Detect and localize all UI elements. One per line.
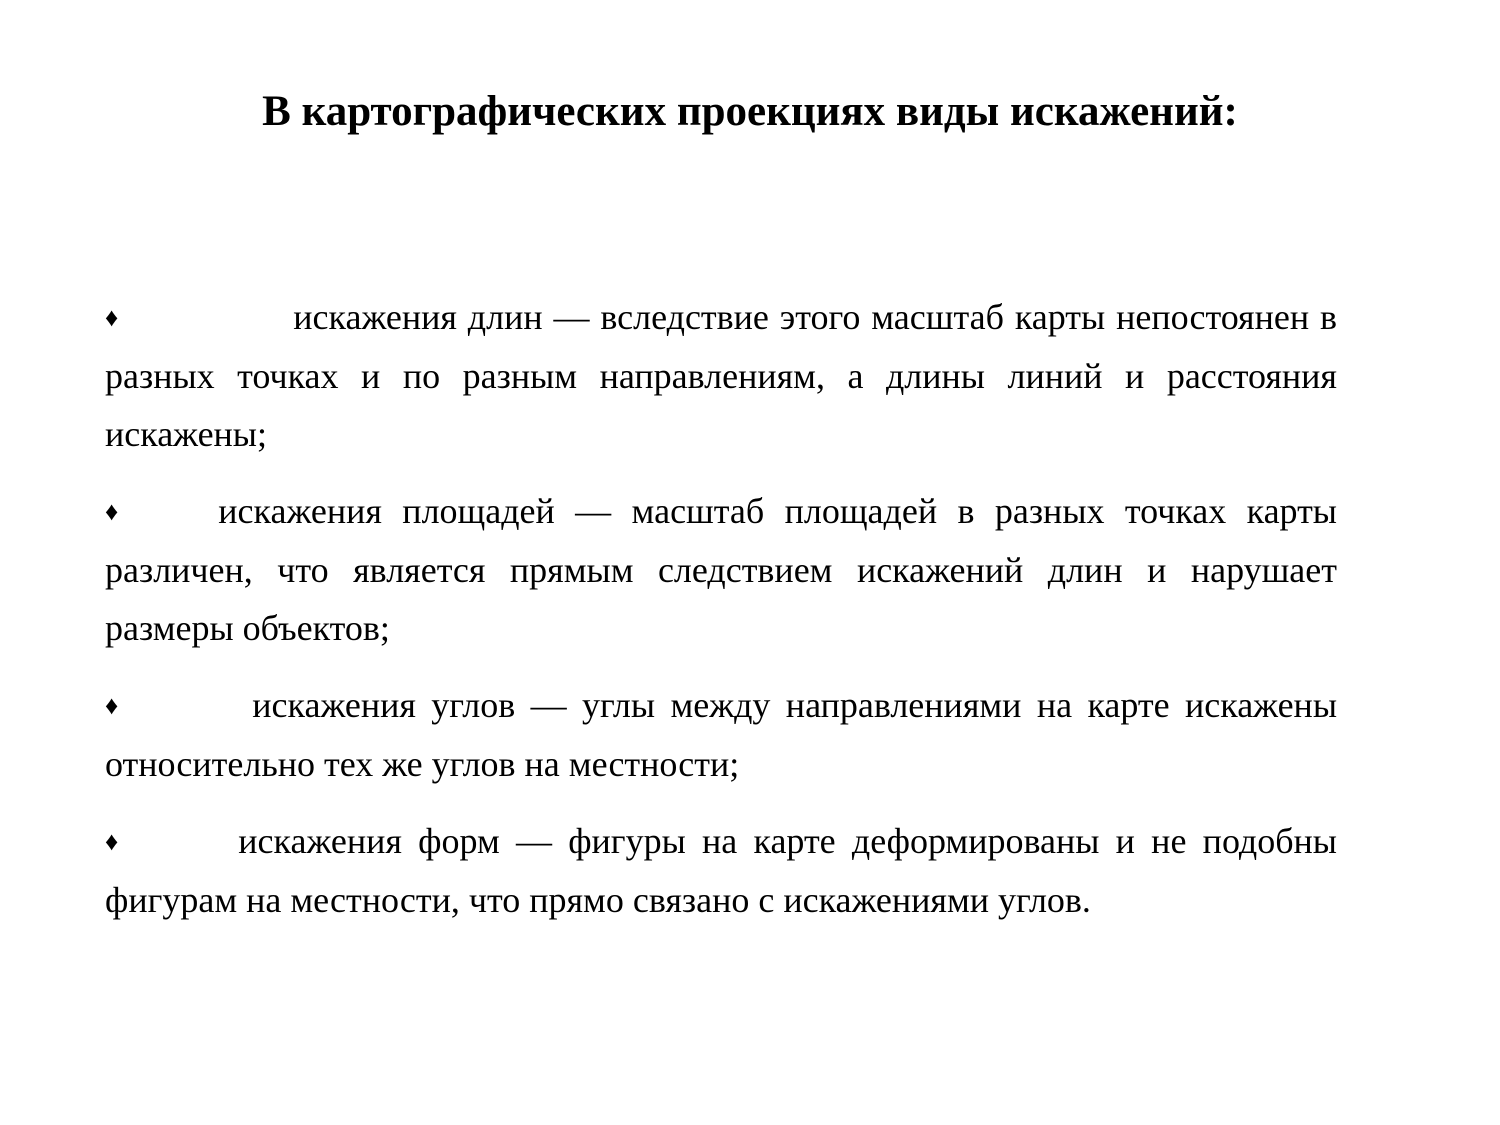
diamond-bullet-icon: ♦: [105, 691, 119, 720]
list-item-shape-distortion: [105, 812, 1337, 929]
diamond-bullet-icon: ♦: [105, 303, 119, 332]
list-item-text: искажения форм — фигуры на карте деформированы и не подобны фигурам на местности, что прямо связано с искажениями углов.: [105, 821, 1337, 920]
list-item-text: искажения углов — углы между направлениями на карте искажены относительно тех же углов на местности;: [105, 685, 1337, 784]
list-item-area-distortion: [105, 482, 1337, 657]
list-item-length-distortion: [105, 288, 1337, 463]
list-item-text: искажения длин — вследствие этого масштаб карты непостоянен в разных точках и по разным направлениям, а длины линий и расстояния искажены;: [105, 297, 1337, 454]
list-item-text: искажения площадей — масштаб площадей в разных точках карты различен, что является прямым следствием искажений длин и нарушает размеры объектов;: [105, 491, 1337, 648]
diamond-bullet-icon: ♦: [105, 497, 119, 526]
slide-title: В картографических проекциях виды искажений:: [262, 88, 1238, 135]
list-item-angle-distortion: [105, 676, 1337, 793]
distortion-list: [105, 288, 1337, 948]
diamond-bullet-icon: ♦: [105, 827, 119, 856]
